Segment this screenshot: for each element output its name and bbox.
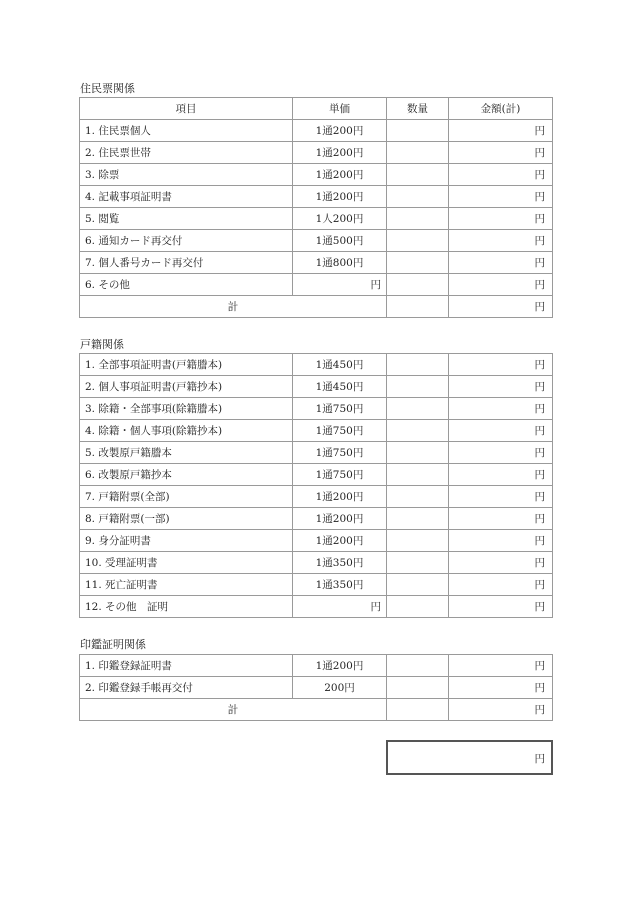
item-label: 2. 住民票世帯 [80, 142, 293, 164]
unit-price: 200円 [293, 677, 387, 699]
unit-price: 1通200円 [293, 142, 387, 164]
amount-field[interactable]: 円 [449, 552, 553, 574]
quantity-field[interactable] [387, 376, 449, 398]
quantity-field[interactable] [387, 655, 449, 677]
item-label: 10. 受理証明書 [80, 552, 293, 574]
item-label: 4. 記載事項証明書 [80, 186, 293, 208]
table-row [80, 655, 553, 677]
item-label: 6. 改製原戸籍抄本 [80, 464, 293, 486]
quantity-field[interactable] [387, 398, 449, 420]
amount-field[interactable]: 円 [449, 142, 553, 164]
table-row [80, 120, 553, 142]
table-row [80, 186, 553, 208]
unit-price: 1通750円 [293, 442, 387, 464]
header-item: 項目 [80, 98, 293, 120]
amount-field[interactable]: 円 [449, 596, 553, 618]
quantity-field[interactable] [387, 677, 449, 699]
quantity-field[interactable] [387, 552, 449, 574]
table-row [80, 486, 553, 508]
unit-price: 1通800円 [293, 252, 387, 274]
table-header-row [80, 98, 553, 120]
seal-table [79, 654, 553, 721]
quantity-field[interactable] [387, 530, 449, 552]
unit-price-field[interactable]: 円 [293, 274, 387, 296]
item-label: 1. 印鑑登録証明書 [80, 655, 293, 677]
grand-total-field[interactable] [386, 740, 553, 775]
total-quantity-field[interactable] [387, 699, 449, 721]
quantity-field[interactable] [387, 486, 449, 508]
amount-field[interactable]: 円 [449, 208, 553, 230]
quantity-field[interactable] [387, 120, 449, 142]
unit-price-field[interactable]: 円 [293, 596, 387, 618]
total-label: 計 [80, 296, 387, 318]
item-label: 8. 戸籍附票(一部) [80, 508, 293, 530]
table-row [80, 208, 553, 230]
total-amount-field[interactable]: 円 [449, 296, 553, 318]
unit-price: 1通200円 [293, 655, 387, 677]
table-row [80, 596, 553, 618]
amount-field[interactable]: 円 [449, 574, 553, 596]
amount-field[interactable]: 円 [449, 677, 553, 699]
koseki-table [79, 353, 553, 618]
table-row [80, 552, 553, 574]
quantity-field[interactable] [387, 596, 449, 618]
total-row [80, 699, 553, 721]
header-amount: 金額(計) [449, 98, 553, 120]
quantity-field[interactable] [387, 574, 449, 596]
quantity-field[interactable] [387, 274, 449, 296]
unit-price: 1通200円 [293, 508, 387, 530]
quantity-field[interactable] [387, 508, 449, 530]
table-row [80, 376, 553, 398]
table-row [80, 252, 553, 274]
table-row [80, 164, 553, 186]
amount-field[interactable]: 円 [449, 376, 553, 398]
table-row [80, 230, 553, 252]
resident-table [79, 97, 553, 318]
amount-field[interactable]: 円 [449, 508, 553, 530]
amount-field[interactable]: 円 [449, 486, 553, 508]
amount-field[interactable]: 円 [449, 252, 553, 274]
unit-price: 1通750円 [293, 464, 387, 486]
quantity-field[interactable] [387, 442, 449, 464]
item-label: 4. 除籍・個人事項(除籍抄本) [80, 420, 293, 442]
item-label: 5. 閲覧 [80, 208, 293, 230]
quantity-field[interactable] [387, 252, 449, 274]
amount-field[interactable]: 円 [449, 442, 553, 464]
unit-price: 1人200円 [293, 208, 387, 230]
amount-field[interactable]: 円 [449, 398, 553, 420]
unit-price: 1通200円 [293, 120, 387, 142]
unit-price: 1通750円 [293, 398, 387, 420]
amount-field[interactable]: 円 [449, 230, 553, 252]
unit-price: 1通450円 [293, 354, 387, 376]
table-row [80, 677, 553, 699]
item-label: 1. 全部事項証明書(戸籍謄本) [80, 354, 293, 376]
table-row [80, 354, 553, 376]
amount-field[interactable]: 円 [449, 530, 553, 552]
table-row [80, 574, 553, 596]
unit-price: 1通200円 [293, 186, 387, 208]
quantity-field[interactable] [387, 420, 449, 442]
table-row [80, 530, 553, 552]
item-label: 7. 戸籍附票(全部) [80, 486, 293, 508]
unit-price: 1通500円 [293, 230, 387, 252]
total-quantity-field[interactable] [387, 296, 449, 318]
quantity-field[interactable] [387, 142, 449, 164]
table-row [80, 142, 553, 164]
item-label: 6. 通知カード再交付 [80, 230, 293, 252]
total-row [80, 296, 553, 318]
table-row [80, 508, 553, 530]
quantity-field[interactable] [387, 208, 449, 230]
unit-price: 1通350円 [293, 574, 387, 596]
quantity-field[interactable] [387, 164, 449, 186]
table-row [80, 420, 553, 442]
item-label: 5. 改製原戸籍謄本 [80, 442, 293, 464]
section-title-koseki: 戸籍関係 [80, 338, 124, 351]
grand-total-yen: 円 [534, 753, 545, 765]
header-price: 単価 [293, 98, 387, 120]
item-label: 3. 除籍・全部事項(除籍謄本) [80, 398, 293, 420]
amount-field[interactable]: 円 [449, 354, 553, 376]
item-label: 3. 除票 [80, 164, 293, 186]
unit-price: 1通350円 [293, 552, 387, 574]
table-row [80, 464, 553, 486]
amount-field[interactable]: 円 [449, 120, 553, 142]
item-label: 6. その他 [80, 274, 293, 296]
amount-field[interactable]: 円 [449, 164, 553, 186]
header-qty: 数量 [387, 98, 449, 120]
quantity-field[interactable] [387, 354, 449, 376]
amount-field[interactable]: 円 [449, 420, 553, 442]
item-label: 11. 死亡証明書 [80, 574, 293, 596]
section-title-seal: 印鑑証明関係 [80, 638, 146, 651]
amount-field[interactable]: 円 [449, 655, 553, 677]
quantity-field[interactable] [387, 230, 449, 252]
table-row [80, 398, 553, 420]
total-amount-field[interactable]: 円 [449, 699, 553, 721]
unit-price: 1通200円 [293, 486, 387, 508]
quantity-field[interactable] [387, 464, 449, 486]
table-row [80, 274, 553, 296]
table-row [80, 442, 553, 464]
item-label: 1. 住民票個人 [80, 120, 293, 142]
item-label: 12. その他 証明 [80, 596, 293, 618]
total-label: 計 [80, 699, 387, 721]
item-label: 9. 身分証明書 [80, 530, 293, 552]
item-label: 7. 個人番号カード再交付 [80, 252, 293, 274]
unit-price: 1通200円 [293, 164, 387, 186]
amount-field[interactable]: 円 [449, 464, 553, 486]
item-label: 2. 印鑑登録手帳再交付 [80, 677, 293, 699]
unit-price: 1通450円 [293, 376, 387, 398]
amount-field[interactable]: 円 [449, 274, 553, 296]
unit-price: 1通200円 [293, 530, 387, 552]
section-title-resident: 住民票関係 [80, 82, 135, 95]
item-label: 2. 個人事項証明書(戸籍抄本) [80, 376, 293, 398]
quantity-field[interactable] [387, 186, 449, 208]
amount-field[interactable]: 円 [449, 186, 553, 208]
unit-price: 1通750円 [293, 420, 387, 442]
